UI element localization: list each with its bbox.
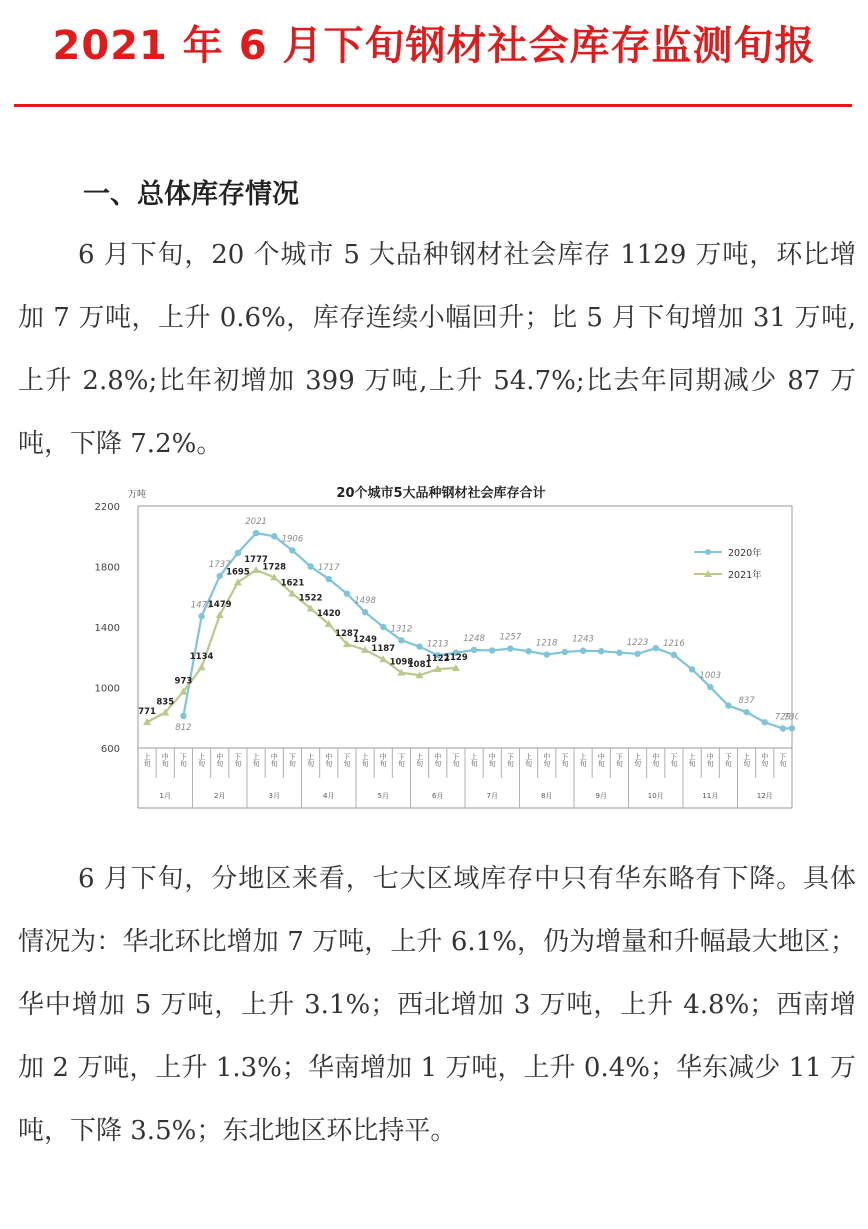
x-sub-label: 上旬: [306, 753, 315, 767]
x-sub-label: 中旬: [488, 753, 497, 767]
series-point: [217, 573, 223, 579]
series-point: [789, 725, 795, 731]
data-label: 1213: [426, 639, 449, 650]
y-tick-label: 1800: [94, 562, 120, 574]
x-sub-label: 下旬: [288, 753, 297, 767]
series-point: [507, 645, 513, 651]
regional-paragraph: [18, 848, 856, 1163]
x-group-label: 3月: [268, 792, 280, 800]
x-sub-label: 中旬: [542, 753, 551, 767]
x-sub-label: 上旬: [252, 753, 261, 767]
y-tick-label: 2200: [94, 502, 120, 513]
series-point: [634, 651, 640, 657]
x-sub-label: 中旬: [597, 753, 606, 767]
data-label: 1621: [280, 578, 305, 589]
x-sub-label: 上旬: [579, 753, 588, 767]
report-title: 2021 年 6 月下旬钢材社会库存监测旬报: [52, 23, 816, 69]
x-sub-label: 下旬: [724, 753, 733, 767]
series-point: [344, 591, 350, 597]
plot-frame: [138, 506, 792, 748]
x-sub-label: 上旬: [524, 753, 533, 767]
series-point: [544, 651, 550, 657]
legend-label: 2020年: [728, 548, 762, 559]
data-label: 1717: [317, 563, 340, 574]
x-sub-label: 下旬: [342, 753, 351, 767]
series-point: [616, 650, 622, 656]
x-group-label: 4月: [323, 792, 335, 800]
x-sub-label: 上旬: [415, 753, 424, 767]
x-sub-label: 下旬: [179, 753, 188, 767]
x-sub-label: 下旬: [560, 753, 569, 767]
x-sub-label: 下旬: [615, 753, 624, 767]
x-sub-label: 中旬: [379, 753, 388, 767]
legend-label: 2021年: [728, 570, 762, 581]
series-point: [580, 648, 586, 654]
series-point: [653, 645, 659, 651]
series-point: [762, 719, 768, 725]
x-sub-label: 下旬: [778, 753, 787, 767]
data-label: 973: [174, 676, 193, 687]
series-point: [689, 666, 695, 672]
x-sub-label: 中旬: [706, 753, 715, 767]
chart-title: 20个城市5大品种钢材社会库存合计: [336, 486, 546, 501]
section-heading: 一、总体库存情况: [83, 179, 299, 210]
data-label: 1098: [389, 657, 414, 668]
x-sub-label: 中旬: [270, 753, 279, 767]
x-sub-label: 上旬: [143, 753, 152, 767]
data-label: 1498: [354, 596, 376, 607]
data-label: 1906: [281, 534, 304, 545]
series-point: [416, 643, 422, 649]
data-label: 1728: [262, 562, 287, 573]
series-point: [380, 624, 386, 630]
x-sub-label: 上旬: [633, 753, 642, 767]
series-point: [180, 713, 186, 719]
data-label: 1218: [535, 638, 558, 649]
series-point: [326, 576, 332, 582]
x-sub-label: 中旬: [433, 753, 442, 767]
series-point: [725, 702, 731, 708]
x-group-label: 12月: [756, 792, 773, 800]
x-group-label: 7月: [486, 792, 498, 800]
data-label: 1471: [190, 600, 213, 611]
data-label: 1216: [663, 638, 685, 649]
x-sub-label: 下旬: [506, 753, 515, 767]
data-label: 812: [175, 722, 192, 733]
x-sub-label: 上旬: [688, 753, 697, 767]
x-sub-label: 下旬: [451, 753, 460, 767]
series-point: [198, 663, 206, 670]
x-sub-label: 下旬: [397, 753, 406, 767]
series-point: [489, 647, 495, 653]
series-point: [707, 684, 713, 690]
series-point: [471, 647, 477, 653]
data-label: 835: [156, 697, 175, 708]
x-group-label: 2月: [214, 792, 226, 800]
data-label: 1695: [226, 567, 250, 578]
data-label: 1522: [298, 593, 323, 604]
chart-svg: [86, 480, 798, 812]
series-point: [743, 709, 749, 715]
data-label: 1737: [208, 560, 231, 571]
data-label: 1287: [335, 629, 359, 640]
series-point: [307, 563, 313, 569]
x-group-label: 6月: [432, 792, 444, 800]
data-label: 1312: [390, 624, 413, 635]
data-label: 1479: [207, 600, 232, 611]
x-group-label: 5月: [377, 792, 389, 800]
series-point: [525, 648, 531, 654]
data-label: 1249: [353, 634, 377, 645]
legend-swatch-marker: [705, 549, 711, 555]
x-sub-label: 上旬: [742, 753, 751, 767]
title-divider: [14, 104, 852, 107]
x-sub-label: 上旬: [361, 753, 370, 767]
x-sub-label: 下旬: [233, 753, 242, 767]
x-sub-label: 上旬: [197, 753, 206, 767]
x-group-label: 11月: [702, 792, 719, 800]
series-point: [671, 652, 677, 658]
series-point: [780, 725, 786, 731]
data-label: 1777: [244, 554, 268, 565]
overall-paragraph: [18, 224, 856, 476]
x-sub-label: 中旬: [161, 753, 170, 767]
x-sub-label: 中旬: [215, 753, 224, 767]
x-sub-label: 上旬: [470, 753, 479, 767]
y-tick-label: 1000: [94, 683, 120, 695]
data-label: 1003: [699, 671, 722, 682]
data-label: 1243: [572, 634, 594, 645]
data-label: 771: [138, 707, 156, 718]
data-label: 1420: [316, 608, 341, 619]
series-point: [289, 547, 295, 553]
data-label: 729: [774, 712, 792, 723]
series-point: [362, 609, 368, 615]
y-tick-label: 600: [100, 744, 120, 755]
series-point: [398, 637, 404, 643]
x-sub-label: 下旬: [669, 753, 678, 767]
data-label: 837: [738, 696, 755, 707]
x-group-label: 8月: [541, 792, 553, 800]
series-point: [252, 566, 260, 573]
data-label: 73: [783, 712, 795, 723]
data-label: 1134: [189, 652, 214, 663]
data-label: 1122: [425, 654, 450, 665]
data-label: 2021: [245, 517, 267, 528]
regional-paragraph-text: 6 月下旬，分地区来看，七大区域库存中只有华东略有下降。具体情况为：华北环比增加 7 万吨，上升 6.1%，仍为增量和升幅最大地区；华中增加 5 万吨，上升 3.1%；西北增加 3 万吨，上升 4.8%；西南增加 2 万吨，上升 1.3%；华南增加 1 万吨，上升 0.4%；华东减少 11 万吨，下降 3.5%；东北地区环比持平。: [18, 864, 856, 1146]
x-sub-label: 中旬: [651, 753, 660, 767]
series-point: [598, 648, 604, 654]
x-group-label: 1月: [159, 792, 171, 800]
data-label: 1223: [626, 637, 649, 648]
data-label: 1081: [407, 660, 432, 671]
series-point: [253, 530, 259, 536]
y-tick-label: 1400: [94, 623, 120, 634]
inventory-chart: [86, 480, 798, 812]
x-sub-label: 中旬: [324, 753, 333, 767]
data-label: 1187: [371, 644, 396, 655]
series-point: [235, 550, 241, 556]
x-group-label: 10月: [647, 792, 664, 800]
series-point: [271, 533, 277, 539]
series-point: [562, 649, 568, 655]
x-sub-label: 中旬: [760, 753, 769, 767]
data-label: 1129: [444, 652, 468, 663]
chart-y-unit: 万吨: [128, 490, 147, 500]
series-point: [198, 613, 204, 619]
overall-paragraph-text: 6 月下旬，20 个城市 5 大品种钢材社会库存 1129 万吨，环比增加 7 万吨，上升 0.6%，库存连续小幅回升；比 5 月下旬增加 31 万吨,上升 2.8%;比年初增加 399 万吨,上升 54.7%;比去年同期减少 87 万吨，下降 7.2%。: [18, 240, 856, 459]
x-group-label: 9月: [595, 792, 607, 800]
data-label: 1248: [463, 633, 485, 644]
data-label: 1257: [499, 632, 522, 643]
